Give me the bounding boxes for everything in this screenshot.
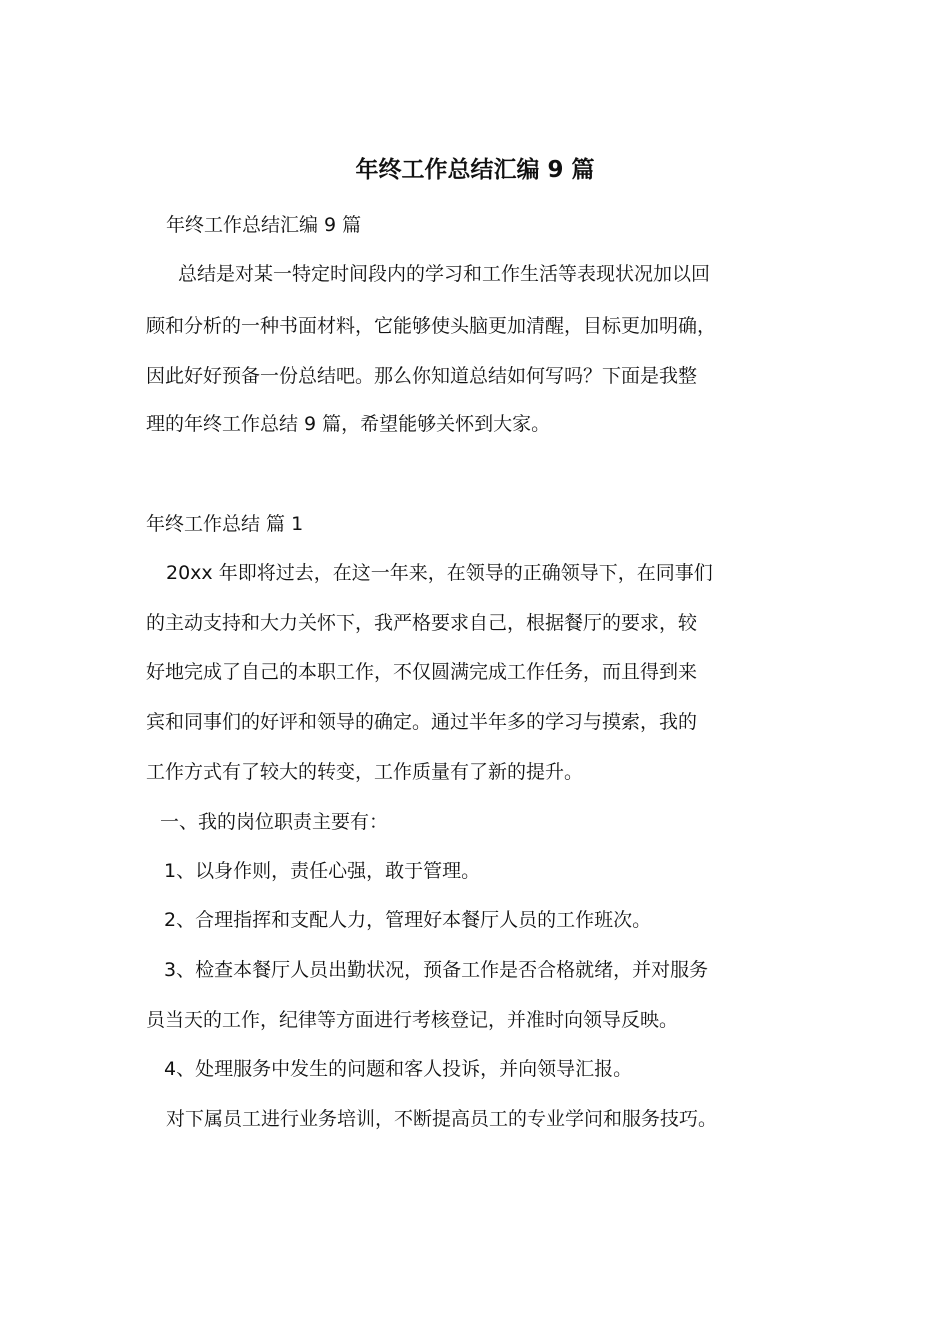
duty-item-2: 2、合理指挥和支配人力，管理好本餐厅人员的工作班次。: [164, 909, 652, 931]
paragraph1-line-3: 好地完成了自己的本职工作，不仅圆满完成工作任务，而且得到来: [146, 661, 698, 683]
paragraph1-line-1: 20xx 年即将过去，在这一年来，在领导的正确领导下，在同事们: [166, 562, 713, 584]
section-heading: 年终工作总结 篇 1: [146, 513, 304, 535]
duty-item-3-continued: 员当天的工作，纪律等方面进行考核登记，并准时向领导反映。: [146, 1009, 679, 1031]
document-title: 年终工作总结汇编 9 篇: [355, 157, 595, 183]
duty-item-4: 4、处理服务中发生的问题和客人投诉，并向领导汇报。: [164, 1058, 633, 1080]
intro-line-2: 顾和分析的一种书面材料，它能够使头脑更加清醒，目标更加明确，: [146, 315, 717, 337]
intro-line-4: 理的年终工作总结 9 篇，希望能够关怀到大家。: [146, 413, 551, 435]
paragraph1-line-5: 工作方式有了较大的转变，工作质量有了新的提升。: [146, 761, 584, 783]
paragraph1-line-2: 的主动支持和大力关怀下，我严格要求自己，根据餐厅的要求，较: [146, 612, 698, 634]
duty-item-1: 1、以身作则，责任心强，敢于管理。: [164, 860, 481, 882]
intro-line-3: 因此好好预备一份总结吧。那么你知道总结如何写吗？下面是我整: [146, 365, 698, 387]
training-line: 对下属员工进行业务培训，不断提高员工的专业学问和服务技巧。: [166, 1108, 718, 1130]
paragraph1-line-4: 宾和同事们的好评和领导的确定。通过半年多的学习与摸索，我的: [146, 711, 698, 733]
document-subtitle: 年终工作总结汇编 9 篇: [166, 214, 362, 236]
duties-heading: 一、我的岗位职责主要有：: [160, 811, 389, 833]
duty-item-3: 3、检查本餐厅人员出勤状况，预备工作是否合格就绪，并对服务: [164, 959, 709, 981]
intro-line-1: 总结是对某一特定时间段内的学习和工作生活等表现状况加以回: [178, 263, 711, 285]
